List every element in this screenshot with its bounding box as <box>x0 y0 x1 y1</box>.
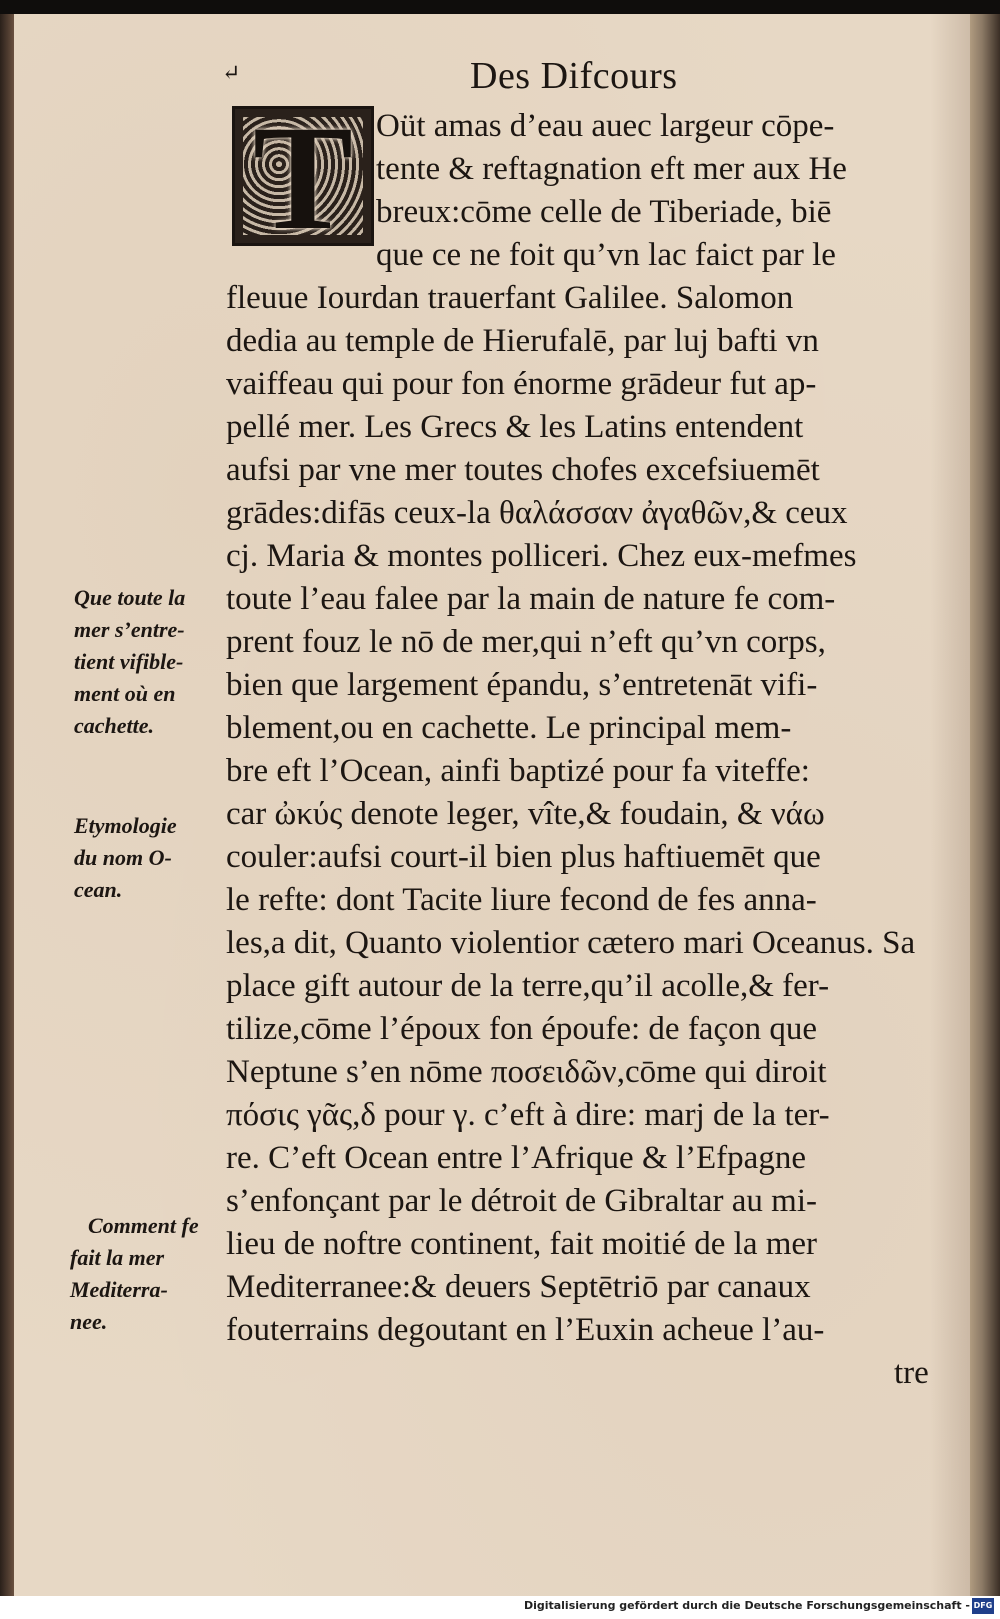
initial-letter: T <box>252 95 354 261</box>
footer-bar <box>0 1596 1000 1619</box>
text-line: que ce ne foit qu’vn lac faict par le <box>376 237 836 273</box>
margin-note-line: Etymologie <box>74 813 177 838</box>
text-line: tente & reftagnation eft mer aux He <box>376 151 847 187</box>
margin-note-line: Que toute la <box>74 585 186 610</box>
text-line: prent fouz le nō de mer,qui n’eft qu’vn corps, <box>226 624 826 660</box>
text-line: les,a dit, Quanto violentior cætero mari Oceanus. Sa <box>226 925 916 961</box>
footer-credit: Digitalisierung gefördert durch die Deutsche Forschungsgemeinschaft - <box>523 1599 970 1612</box>
text-line: s’enfonçant par le détroit de Gibraltar au mi- <box>226 1183 818 1219</box>
book-edge-right <box>970 14 1000 1596</box>
text-line: couler:aufsi court-il bien plus haftiuemēt que <box>226 839 821 875</box>
text-line: lieu de noftre continent, fait moitié de la mer <box>226 1226 818 1262</box>
text-line: toute l’eau falee par la main de nature fe com- <box>226 581 836 617</box>
text-line: fouterrains degoutant en l’Euxin acheue l’au- <box>226 1312 825 1348</box>
text-line: bien que largement épandu, s’entretenāt vifi- <box>226 667 818 703</box>
margin-note-line: cean. <box>74 877 123 902</box>
margin-note-line: nee. <box>70 1309 108 1334</box>
text-line: breux:cōme celle de Tiberiade, biē <box>376 194 832 230</box>
margin-note-line: tient vifible- <box>74 649 184 674</box>
text-line: re. C’eft Ocean entre l’Afrique & l’Efpagne <box>226 1140 806 1176</box>
text-line: Oüt amas d’eau auec largeur cōpe- <box>376 108 835 144</box>
margin-note-line: Mediterra- <box>70 1277 168 1302</box>
margin-note-line: fait la mer <box>70 1245 165 1270</box>
text-line: place gift autour de la terre,qu’il acolle,& fer- <box>226 968 830 1004</box>
margin-note-line: Comment fe <box>88 1213 199 1238</box>
dfg-logo: DFG <box>972 1598 994 1614</box>
text-line: πόσις γᾶς,δ pour γ. c’eft à dire: marj de la ter- <box>226 1097 830 1133</box>
text-line: aufsi par vne mer toutes chofes excefsiuemēt <box>226 452 820 488</box>
running-head: Des Difcours <box>470 55 678 97</box>
text-line: dedia au temple de Hierufalē, par luj bafti vn <box>226 323 819 359</box>
text-line: cj. Maria & montes polliceri. Chez eux-mefmes <box>226 538 857 574</box>
catchmark: ↵ <box>222 60 241 85</box>
scan-top-border <box>0 0 1000 14</box>
margin-note-line: mer s’entre- <box>74 617 185 642</box>
text-line: fleuue Iourdan trauerfant Galilee. Salomon <box>226 280 794 316</box>
text-line: blement,ou en cachette. Le principal mem- <box>226 710 792 746</box>
book-edge-left <box>0 14 14 1596</box>
text-line: grādes:difās ceux-la θαλάσσαν ἀγαθῶν,& ceux <box>226 495 848 531</box>
text-line: Neptune s’en nōme ποσειδῶν,cōme qui diroit <box>226 1054 827 1090</box>
text-line: car ὠκύς denote leger, vîte,& foudain, & νάω <box>226 796 825 832</box>
text-line: bre eft l’Ocean, ainfi baptizé pour fa viteffe: <box>226 753 810 789</box>
margin-note-line: du nom O- <box>74 845 172 870</box>
text-line: pellé mer. Les Grecs & les Latins entendent <box>226 409 804 445</box>
text-line: le refte: dont Tacite liure fecond de fes anna- <box>226 882 817 918</box>
text-line: vaiffeau qui pour fon énorme grādeur fut ap- <box>226 366 817 402</box>
text-line: tre <box>894 1355 929 1391</box>
text-line: tilize,cōme l’époux fon époufe: de façon que <box>226 1011 818 1047</box>
text-line: Mediterranee:& deuers Septētriō par canaux <box>226 1269 811 1305</box>
margin-note-line: ment où en <box>74 681 176 706</box>
page-edge-shade <box>930 14 970 1596</box>
book-page <box>14 14 970 1596</box>
margin-note-line: cachette. <box>74 713 155 738</box>
decorated-initial <box>232 95 374 261</box>
